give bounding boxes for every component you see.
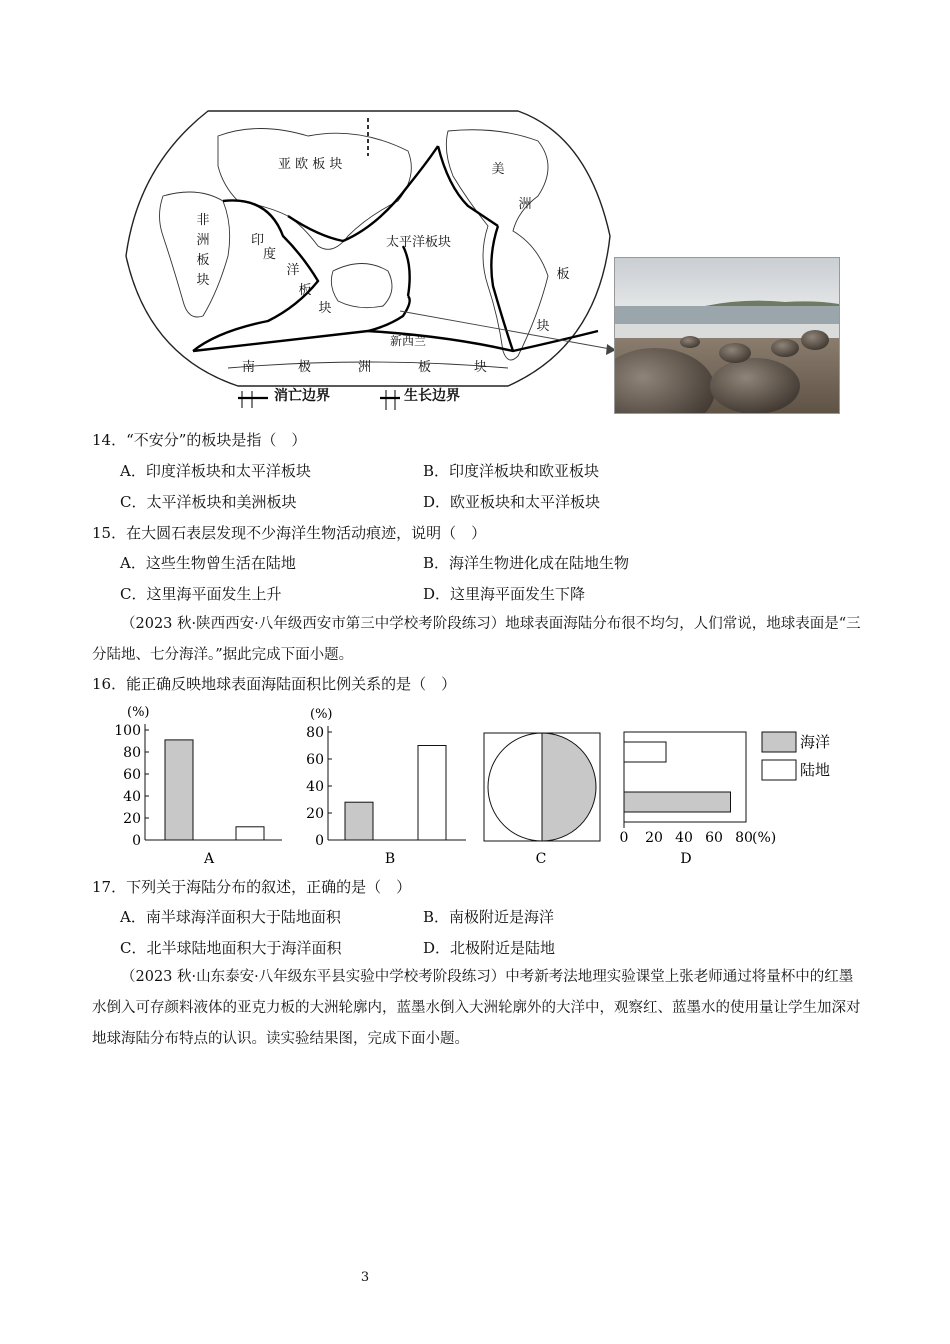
question-number: 17． bbox=[92, 878, 127, 896]
option-15-c[interactable]: C．这里海平面发生上升 bbox=[120, 585, 282, 603]
y-tick-label: 40 bbox=[306, 779, 324, 795]
x-tick-label: 80 bbox=[735, 830, 753, 846]
label-american-plate-3: 板 bbox=[556, 267, 570, 282]
legend-swatch-land bbox=[762, 760, 796, 780]
label-antarctic-plate-4: 板 bbox=[418, 360, 432, 375]
option-17-c[interactable]: C．北半球陆地面积大于海洋面积 bbox=[120, 939, 342, 957]
bar-ocean bbox=[345, 802, 373, 840]
x-tick-label: 60 bbox=[705, 830, 723, 846]
label-african-plate-4: 块 bbox=[196, 273, 210, 288]
option-17-b[interactable]: B．南极附近是海洋 bbox=[423, 908, 555, 926]
pie-slice-land bbox=[488, 733, 542, 841]
panel-label-b: B bbox=[384, 851, 396, 867]
label-antarctic-plate-3: 洲 bbox=[358, 360, 372, 375]
y-axis-unit: (%) bbox=[310, 707, 333, 722]
option-14-d[interactable]: D．欧亚板块和太平洋板块 bbox=[423, 493, 601, 511]
option-17-a[interactable]: A．南半球海洋面积大于陆地面积 bbox=[120, 908, 341, 926]
option-15-b[interactable]: B．海洋生物进化成在陆地生物 bbox=[423, 554, 630, 572]
question-number: 16． bbox=[92, 675, 127, 693]
label-indian-plate-5: 块 bbox=[318, 301, 332, 316]
legend-label-ocean: 海洋 bbox=[800, 733, 831, 751]
label-indian-plate-du: 度 bbox=[263, 247, 277, 262]
question-number: 14． bbox=[92, 431, 127, 449]
panel-label-d: D bbox=[680, 851, 692, 867]
pie-slice-ocean bbox=[542, 733, 596, 841]
y-tick-label: 20 bbox=[306, 806, 324, 822]
label-american-plate-4: 块 bbox=[536, 319, 550, 334]
label-new-zealand: 新西兰 bbox=[390, 334, 427, 348]
y-axis-unit: (%) bbox=[127, 705, 150, 720]
legend-label-land: 陆地 bbox=[800, 761, 831, 779]
legend-swatch-ocean bbox=[762, 732, 796, 752]
hbar-land bbox=[624, 742, 666, 762]
label-african-plate-2: 洲 bbox=[196, 233, 210, 248]
option-15-d[interactable]: D．这里海平面发生下降 bbox=[423, 585, 586, 603]
x-axis-unit: (%) bbox=[752, 830, 777, 846]
legend-subduction-label: 消亡边界 bbox=[274, 388, 330, 404]
label-indian-plate-3: 洋 bbox=[286, 263, 300, 278]
question-stem: 能正确反映地球表面海陆面积比例关系的是（ ） bbox=[126, 675, 457, 693]
y-tick-label: 100 bbox=[114, 723, 141, 739]
label-indian-plate-4: 板 bbox=[298, 283, 312, 298]
bar-land bbox=[418, 746, 446, 841]
x-tick-label: 20 bbox=[645, 830, 663, 846]
y-tick-label: 60 bbox=[306, 752, 324, 768]
option-17-d[interactable]: D．北极附近是陆地 bbox=[423, 939, 556, 957]
label-african-plate-1: 非 bbox=[196, 213, 210, 228]
option-14-b[interactable]: B．印度洋板块和欧亚板块 bbox=[423, 462, 600, 480]
option-14-a[interactable]: A．印度洋板块和太平洋板块 bbox=[120, 462, 311, 480]
label-antarctic-plate-2: 极 bbox=[298, 360, 312, 375]
x-tick-label: 0 bbox=[619, 830, 629, 846]
label-indian-plate-yin: 印 bbox=[251, 233, 265, 248]
page-number: 3 bbox=[360, 1270, 370, 1285]
y-tick-label: 0 bbox=[132, 833, 141, 849]
panel-label-a: A bbox=[203, 851, 215, 867]
question-number: 15． bbox=[92, 524, 127, 542]
hbar-ocean bbox=[624, 792, 731, 812]
legend-growth-label: 生长边界 bbox=[404, 388, 460, 404]
context-paragraph-1: （2023 秋·陕西西安·八年级西安市第三中学校考阶段练习）地球表面海陆分布很不均匀，人们常说，地球表面是“三分陆地、七分海洋。”据此完成下面小题。 bbox=[92, 616, 861, 663]
question-17 bbox=[92, 877, 411, 897]
question-stem: “不安分”的板块是指（ ） bbox=[126, 431, 307, 449]
y-tick-label: 40 bbox=[123, 789, 141, 805]
x-tick-label: 40 bbox=[675, 830, 693, 846]
question-stem: 在大圆石表层发现不少海洋生物活动痕迹，说明（ ） bbox=[126, 524, 487, 542]
bar-land bbox=[236, 827, 264, 840]
panel-label-c: C bbox=[535, 851, 547, 867]
label-antarctic-plate-1: 南 bbox=[242, 360, 256, 375]
label-african-plate-3: 板 bbox=[196, 253, 210, 268]
context-paragraph-2: （2023 秋·山东泰安·八年级东平县实验中学校考阶段练习）中考新考法地理实验课堂上张老师通过将量杯中的红墨水倒入可存颜料液体的亚克力板的大洲轮廓内，蓝墨水倒入大洲轮廓外的大洋中，观察红、蓝墨水的使用量让学生加深对地球海陆分布特点的认识。读实验结果图，完成下面小题。 bbox=[92, 969, 861, 1047]
label-antarctic-plate-5: 块 bbox=[474, 360, 488, 375]
y-tick-label: 0 bbox=[315, 833, 324, 849]
y-tick-label: 20 bbox=[123, 811, 141, 827]
label-american-plate-1: 美 bbox=[491, 162, 505, 177]
label-pacific-plate: 太平洋板块 bbox=[386, 235, 452, 250]
y-tick-label: 80 bbox=[306, 725, 324, 741]
y-tick-label: 60 bbox=[123, 767, 141, 783]
y-tick-label: 80 bbox=[123, 745, 141, 761]
label-american-plate-2: 洲 bbox=[518, 197, 532, 212]
question-stem: 下列关于海陆分布的叙述，正确的是（ ） bbox=[126, 878, 412, 896]
option-14-c[interactable]: C．太平洋板块和美洲板块 bbox=[120, 493, 297, 511]
bar-ocean bbox=[165, 740, 193, 840]
label-eurasian-plate: 亚 欧 板 块 bbox=[278, 157, 343, 172]
option-15-a[interactable]: A．这些生物曾生活在陆地 bbox=[120, 554, 296, 572]
